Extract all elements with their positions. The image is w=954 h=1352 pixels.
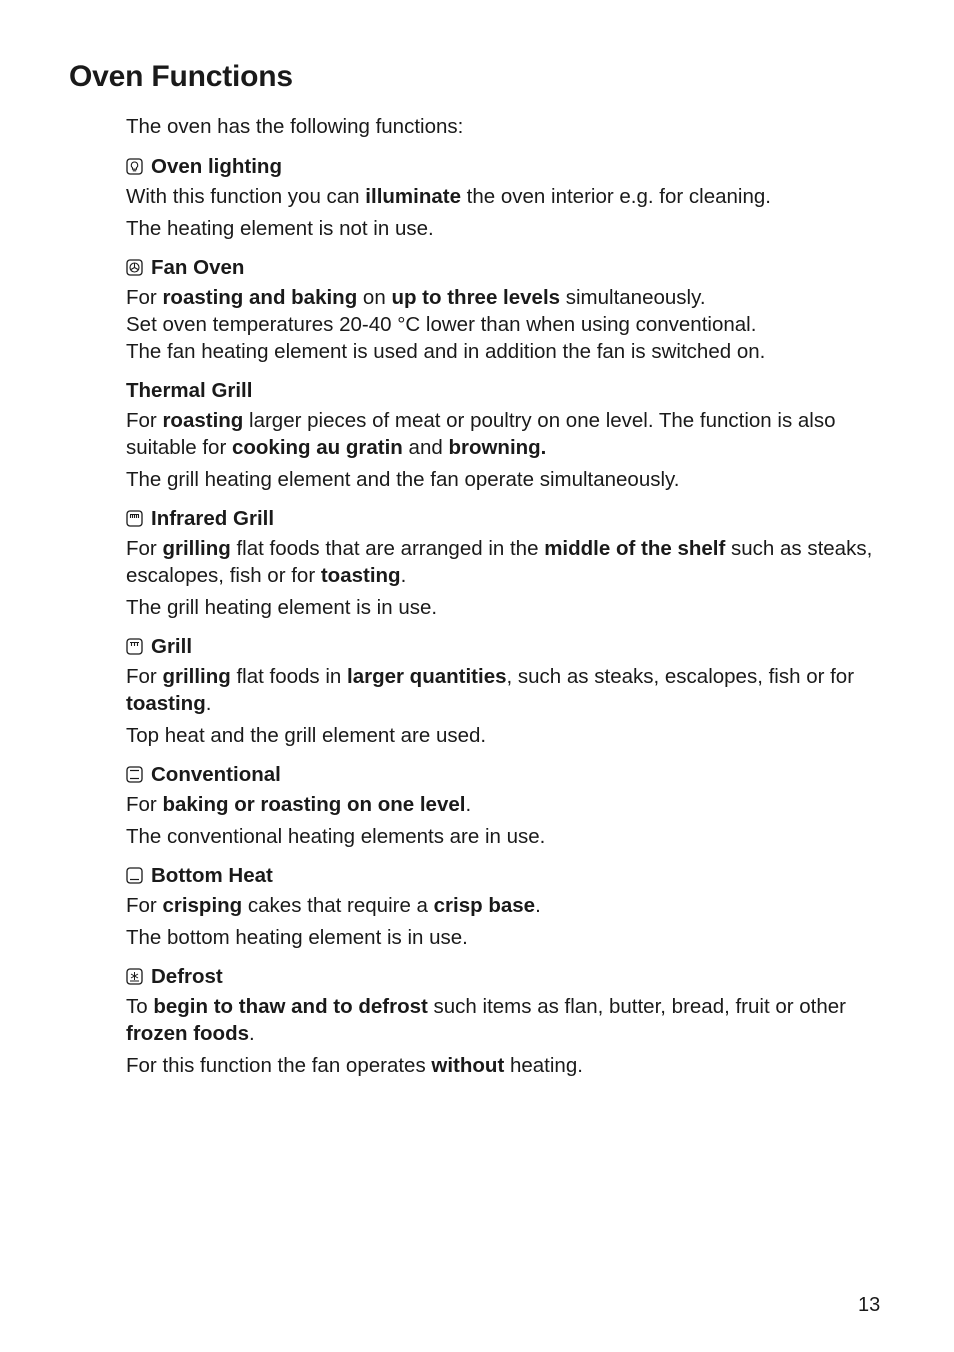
bold-text: grilling: [162, 665, 231, 688]
section-thermal-grill: [126, 377, 886, 493]
text-run: .: [535, 894, 541, 917]
section-title-text: Defrost: [151, 965, 223, 988]
text-run: and: [402, 436, 449, 459]
text-run: Top heat and the grill element are used.: [126, 724, 487, 747]
bold-text: begin to thaw and to defrost: [153, 995, 428, 1018]
section-title-text: Infrared Grill: [151, 507, 275, 530]
text-run: the oven interior e.g. for cleaning.: [460, 185, 771, 208]
text-run: With this function you can: [126, 185, 366, 208]
section-paragraph: [126, 663, 886, 717]
section-title: [126, 761, 886, 788]
text-run: The heating element is not in use.: [126, 217, 434, 240]
bold-text: toasting: [126, 692, 206, 715]
text-run: The conventional heating elements are in use.: [126, 825, 546, 848]
page-number: 13: [858, 1294, 881, 1316]
section-defrost: [126, 963, 886, 1079]
text-run: For: [126, 409, 163, 432]
section-paragraph: [126, 594, 886, 621]
text-run: The fan heating element is used and in addition the fan is switched on.: [126, 340, 766, 363]
text-run: The grill heating element and the fan operate simultaneously.: [126, 468, 680, 491]
intro-text: The oven has the following functions:: [126, 115, 464, 138]
section-paragraph: [126, 466, 886, 493]
bold-text: without: [431, 1054, 505, 1077]
bold-text: frozen foods: [126, 1022, 249, 1045]
section-paragraph: [126, 215, 886, 242]
text-run: .: [249, 1022, 255, 1045]
section-paragraph: [126, 311, 886, 338]
section-fan-oven: [126, 254, 886, 365]
text-run: .: [400, 564, 407, 587]
section-title-text: Grill: [151, 635, 193, 658]
text-run: such as steaks, escalopes, fish or for: [126, 537, 873, 587]
text-run: The grill heating element is in use.: [126, 596, 438, 619]
section-title: [126, 377, 886, 404]
text-run: larger pieces of meat or poultry on one level. The function is also suitable for: [126, 409, 836, 459]
section-title: [126, 633, 886, 660]
page-title: Oven Functions: [69, 60, 293, 93]
text-run: heating.: [504, 1054, 583, 1077]
text-run: flat foods in: [230, 665, 348, 688]
lightbulb-icon: [126, 158, 143, 175]
defrost-icon: [126, 968, 143, 985]
bottom-heat-icon: [126, 867, 143, 884]
section-paragraph: [126, 407, 886, 461]
function-list: [126, 153, 886, 1079]
bold-text: cooking au gratin: [231, 436, 403, 459]
text-run: such items as flan, butter, bread, fruit or other: [427, 995, 847, 1018]
bold-text: up to three levels: [391, 286, 561, 309]
section-paragraph: [126, 722, 886, 749]
section-title-text: Bottom Heat: [151, 864, 273, 887]
text-run: flat foods that are arranged in the: [230, 537, 545, 560]
section-paragraph: [126, 791, 886, 818]
section-paragraph: [126, 183, 886, 210]
bold-text: browning.: [448, 436, 547, 459]
bold-text: crisping: [162, 894, 243, 917]
text-run: .: [205, 692, 212, 715]
bold-text: grilling: [162, 537, 231, 560]
text-run: cakes that require a: [242, 894, 434, 917]
section-title: [126, 153, 886, 180]
section-grill: [126, 633, 886, 749]
section-paragraph: [126, 1052, 886, 1079]
section-paragraph: [126, 993, 886, 1047]
text-run: simultaneously.: [560, 286, 706, 309]
infrared-grill-icon: [126, 510, 143, 527]
section-title-text: Conventional: [151, 763, 281, 786]
section-conventional: [126, 761, 886, 850]
section-title-text: Thermal Grill: [126, 379, 253, 402]
bold-text: toasting: [320, 564, 401, 587]
fan-icon: [126, 259, 143, 276]
text-run: on: [357, 286, 392, 309]
text-run: For: [126, 286, 163, 309]
bold-text: middle of the shelf: [544, 537, 726, 560]
section-paragraph: [126, 823, 886, 850]
section-paragraph: [126, 338, 886, 365]
section-title: [126, 254, 886, 281]
section-paragraph: [126, 284, 886, 311]
section-bottom-heat: [126, 862, 886, 951]
text-run: To: [126, 995, 154, 1018]
grill-icon: [126, 638, 143, 655]
bold-text: larger quantities: [347, 665, 507, 688]
text-run: For: [126, 793, 163, 816]
section-title: [126, 862, 886, 889]
text-run: For this function the fan operates: [126, 1054, 432, 1077]
content: [126, 113, 886, 1091]
section-title-text: Fan Oven: [151, 256, 245, 279]
section-title: [126, 963, 886, 990]
text-run: The bottom heating element is in use.: [126, 926, 468, 949]
section-oven-lighting: [126, 153, 886, 242]
text-run: For: [126, 537, 163, 560]
bold-text: roasting: [162, 409, 244, 432]
bold-text: crisp base: [433, 894, 536, 917]
text-run: For: [126, 894, 163, 917]
text-run: For: [126, 665, 163, 688]
conventional-icon: [126, 766, 143, 783]
bold-text: roasting and baking: [162, 286, 358, 309]
section-paragraph: [126, 924, 886, 951]
section-paragraph: [126, 892, 886, 919]
text-run: .: [465, 793, 472, 816]
section-title-text: Oven lighting: [151, 155, 282, 178]
section-title: [126, 505, 886, 532]
section-paragraph: [126, 535, 886, 589]
text-run: , such as steaks, escalopes, fish or for: [506, 665, 855, 688]
bold-text: illuminate: [365, 185, 461, 208]
bold-text: baking or roasting on one level: [162, 793, 466, 816]
section-infrared-grill: [126, 505, 886, 621]
text-run: Set oven temperatures 20-40 °C lower than when using conventional.: [126, 313, 757, 336]
